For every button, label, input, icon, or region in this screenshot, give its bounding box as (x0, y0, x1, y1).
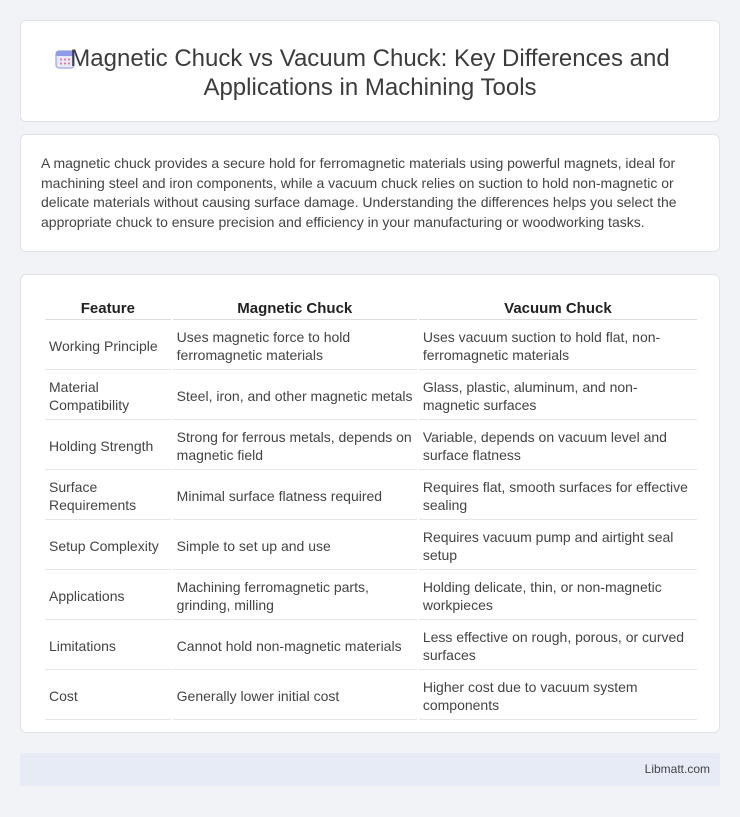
vacuum-cell: Uses vacuum suction to hold flat, non-ferromagnetic materials (419, 322, 697, 370)
header-feature: Feature (45, 298, 171, 320)
feature-cell: Surface Requirements (45, 472, 171, 520)
magnetic-cell: Uses magnetic force to hold ferromagnetic materials (173, 322, 417, 370)
magnetic-cell: Simple to set up and use (173, 522, 417, 570)
vacuum-cell: Higher cost due to vacuum system components (419, 672, 697, 720)
magnetic-cell: Steel, iron, and other magnetic metals (173, 372, 417, 420)
table-row (45, 522, 697, 570)
table-row (45, 672, 697, 720)
vacuum-cell: Variable, depends on vacuum level and surface flatness (419, 422, 697, 470)
intro-card (20, 134, 720, 252)
vacuum-cell: Requires vacuum pump and airtight seal setup (419, 522, 697, 570)
feature-cell: Cost (45, 672, 171, 720)
table-row (45, 472, 697, 520)
magnetic-cell: Strong for ferrous metals, depends on magnetic field (173, 422, 417, 470)
table-row (45, 572, 697, 620)
magnetic-cell: Minimal surface flatness required (173, 472, 417, 520)
feature-cell: Working Principle (45, 322, 171, 370)
vacuum-cell: Requires flat, smooth surfaces for effective sealing (419, 472, 697, 520)
page-title: Magnetic Chuck vs Vacuum Chuck: Key Differences and Applications in Machining Tools (70, 45, 670, 101)
table-row (45, 422, 697, 470)
feature-cell: Setup Complexity (45, 522, 171, 570)
magnetic-cell: Generally lower initial cost (173, 672, 417, 720)
footer-site-link[interactable]: Libmatt.com (644, 762, 710, 776)
comparison-table (43, 296, 699, 722)
feature-cell: Limitations (45, 622, 171, 670)
vacuum-cell: Holding delicate, thin, or non-magnetic workpieces (419, 572, 697, 620)
footer-bar (20, 753, 720, 786)
table-row (45, 372, 697, 420)
title-card (20, 20, 720, 122)
table-row (45, 622, 697, 670)
header-magnetic-chuck: Magnetic Chuck (173, 298, 417, 320)
table-row (45, 322, 697, 370)
feature-cell: Material Compatibility (45, 372, 171, 420)
magnetic-cell: Machining ferromagnetic parts, grinding, milling (173, 572, 417, 620)
comparison-card (20, 274, 720, 733)
vacuum-cell: Glass, plastic, aluminum, and non-magnetic surfaces (419, 372, 697, 420)
feature-cell: Applications (45, 572, 171, 620)
vacuum-cell: Less effective on rough, porous, or curved surfaces (419, 622, 697, 670)
table-header-row (45, 298, 697, 320)
intro-paragraph: A magnetic chuck provides a secure hold for ferromagnetic materials using powerful magnets, ideal for machining steel and iron components, while a vacuum chuck relies on suction to hold non-magnetic or delicate materials without causing surface damage. Understanding the differences helps you select the appropriate chuck to ensure precision and efficiency in your manufacturing or woodworking tasks. (41, 155, 677, 230)
magnetic-cell: Cannot hold non-magnetic materials (173, 622, 417, 670)
feature-cell: Holding Strength (45, 422, 171, 470)
header-vacuum-chuck: Vacuum Chuck (419, 298, 697, 320)
